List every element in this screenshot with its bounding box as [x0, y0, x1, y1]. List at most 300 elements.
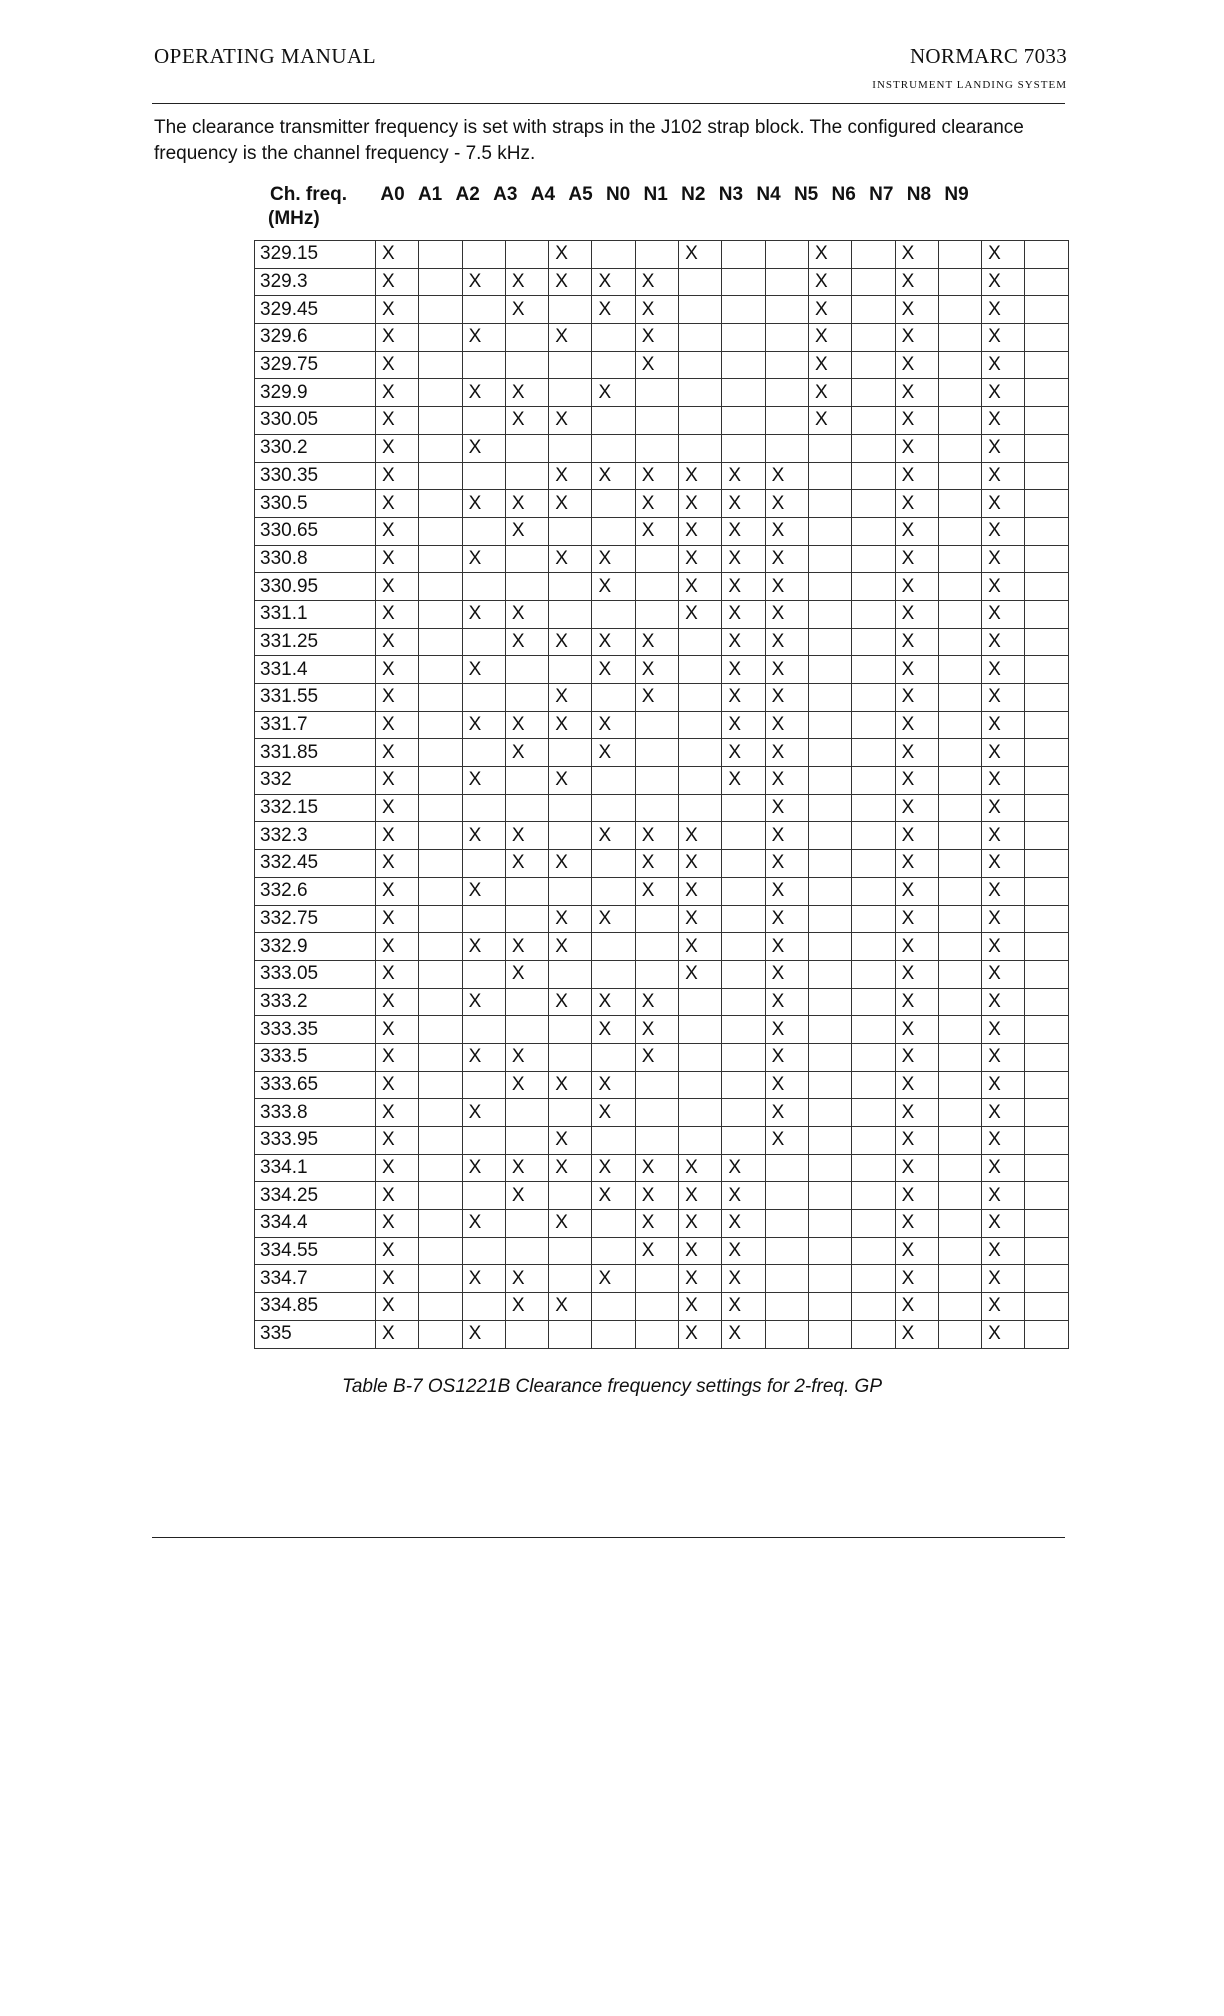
strap-cell — [549, 296, 592, 324]
strap-cell: X — [376, 1127, 419, 1155]
strap-cell — [808, 573, 851, 601]
strap-cell: X — [376, 1099, 419, 1127]
strap-cell: X — [722, 711, 765, 739]
table-row — [255, 628, 1069, 656]
strap-cell — [1025, 905, 1068, 933]
strap-cell — [852, 1154, 895, 1182]
strap-cell — [419, 1265, 462, 1293]
strap-cell: X — [982, 877, 1025, 905]
strap-cell: X — [592, 988, 635, 1016]
strap-cell — [1025, 628, 1068, 656]
strap-cell: X — [592, 1154, 635, 1182]
strap-cell: X — [635, 1237, 678, 1265]
strap-cell: X — [982, 407, 1025, 435]
strap-cell — [938, 877, 981, 905]
strap-cell: X — [765, 711, 808, 739]
strap-cell — [462, 1237, 505, 1265]
strap-cell: X — [592, 1071, 635, 1099]
strap-cell: X — [895, 1127, 938, 1155]
strap-cell — [419, 1043, 462, 1071]
strap-cell — [938, 573, 981, 601]
strap-cell — [679, 379, 722, 407]
table-row — [255, 850, 1069, 878]
strap-cell — [592, 767, 635, 795]
table-row — [255, 739, 1069, 767]
strap-cell — [592, 850, 635, 878]
strap-cell: X — [982, 1237, 1025, 1265]
strap-cell: X — [679, 1154, 722, 1182]
strap-cell: X — [982, 1071, 1025, 1099]
strap-cell — [592, 1043, 635, 1071]
strap-cell — [635, 767, 678, 795]
strap-cell: X — [376, 933, 419, 961]
strap-cell: X — [722, 1154, 765, 1182]
strap-cell: X — [549, 268, 592, 296]
strap-cell: X — [679, 1265, 722, 1293]
strap-cell — [1025, 545, 1068, 573]
freq-cell: 330.65 — [255, 517, 376, 545]
strap-cell — [549, 877, 592, 905]
strap-cell — [852, 434, 895, 462]
strap-cell: X — [376, 988, 419, 1016]
strap-cell — [938, 545, 981, 573]
strap-cell — [679, 767, 722, 795]
strap-cell: X — [549, 1210, 592, 1238]
strap-cell — [549, 794, 592, 822]
strap-cell — [419, 628, 462, 656]
strap-cell: X — [462, 600, 505, 628]
header-product-name: NORMARC 7033 — [909, 44, 1067, 68]
column-header-n8: N8 — [906, 184, 932, 205]
strap-cell — [419, 1320, 462, 1348]
strap-cell — [635, 794, 678, 822]
strap-cell: X — [895, 1099, 938, 1127]
strap-cell — [808, 933, 851, 961]
strap-cell — [505, 434, 548, 462]
strap-cell — [852, 462, 895, 490]
strap-cell: X — [982, 462, 1025, 490]
table-row — [255, 877, 1069, 905]
strap-cell: X — [765, 545, 808, 573]
strap-cell: X — [722, 1293, 765, 1321]
strap-cell — [419, 850, 462, 878]
strap-cell — [419, 711, 462, 739]
strap-cell — [592, 241, 635, 269]
strap-cell: X — [722, 600, 765, 628]
strap-cell — [765, 324, 808, 352]
strap-cell — [765, 1265, 808, 1293]
strap-cell — [505, 656, 548, 684]
table-row — [255, 1099, 1069, 1127]
strap-cell — [852, 822, 895, 850]
strap-cell — [549, 1237, 592, 1265]
strap-cell: X — [722, 684, 765, 712]
strap-cell — [808, 739, 851, 767]
strap-cell: X — [895, 1043, 938, 1071]
strap-cell — [505, 573, 548, 601]
header-manual-title: OPERATING MANUAL — [154, 44, 377, 68]
strap-cell — [592, 490, 635, 518]
strap-cell — [722, 905, 765, 933]
strap-cell — [852, 573, 895, 601]
strap-cell — [549, 656, 592, 684]
strap-cell — [419, 1237, 462, 1265]
strap-cell: X — [765, 656, 808, 684]
strap-cell: X — [982, 905, 1025, 933]
strap-cell: X — [505, 490, 548, 518]
strap-cell — [722, 933, 765, 961]
strap-cell — [765, 379, 808, 407]
strap-cell — [938, 600, 981, 628]
strap-cell: X — [505, 600, 548, 628]
strap-cell: X — [635, 656, 678, 684]
strap-cell — [462, 351, 505, 379]
strap-cell: X — [679, 1320, 722, 1348]
strap-cell — [722, 794, 765, 822]
strap-cell — [1025, 822, 1068, 850]
table-row — [255, 1210, 1069, 1238]
strap-cell: X — [462, 988, 505, 1016]
strap-cell — [505, 1099, 548, 1127]
strap-cell: X — [679, 822, 722, 850]
strap-cell: X — [982, 517, 1025, 545]
freq-cell: 329.15 — [255, 241, 376, 269]
strap-cell — [462, 794, 505, 822]
strap-cell — [592, 407, 635, 435]
strap-cell — [635, 905, 678, 933]
strap-cell — [419, 490, 462, 518]
strap-cell — [505, 1210, 548, 1238]
strap-cell: X — [982, 1127, 1025, 1155]
strap-cell — [808, 1071, 851, 1099]
strap-cell: X — [635, 490, 678, 518]
freq-cell: 332.6 — [255, 877, 376, 905]
strap-cell — [635, 407, 678, 435]
strap-cell — [1025, 933, 1068, 961]
strap-cell: X — [505, 933, 548, 961]
strap-cell: X — [765, 1016, 808, 1044]
strap-cell: X — [635, 684, 678, 712]
freq-cell: 331.1 — [255, 600, 376, 628]
strap-cell — [462, 1127, 505, 1155]
strap-cell: X — [462, 324, 505, 352]
strap-cell: X — [679, 960, 722, 988]
strap-cell — [1025, 324, 1068, 352]
column-header-a4: A4 — [530, 184, 556, 205]
strap-settings-table — [254, 240, 1069, 1349]
strap-cell — [1025, 296, 1068, 324]
column-header-n6: N6 — [831, 184, 856, 205]
freq-cell: 330.5 — [255, 490, 376, 518]
strap-cell: X — [462, 1210, 505, 1238]
strap-cell — [938, 324, 981, 352]
strap-cell — [679, 656, 722, 684]
strap-cell: X — [895, 241, 938, 269]
strap-cell — [679, 351, 722, 379]
strap-cell: X — [765, 490, 808, 518]
strap-cell — [549, 822, 592, 850]
strap-cell: X — [635, 1210, 678, 1238]
freq-cell: 334.25 — [255, 1182, 376, 1210]
freq-cell: 330.95 — [255, 573, 376, 601]
strap-cell: X — [982, 739, 1025, 767]
freq-cell: 330.8 — [255, 545, 376, 573]
strap-cell: X — [505, 960, 548, 988]
strap-cell — [1025, 517, 1068, 545]
strap-cell: X — [592, 628, 635, 656]
strap-cell — [1025, 877, 1068, 905]
strap-cell: X — [982, 1016, 1025, 1044]
table-row — [255, 545, 1069, 573]
strap-cell — [765, 1293, 808, 1321]
strap-cell: X — [376, 739, 419, 767]
strap-cell — [722, 1099, 765, 1127]
strap-cell: X — [679, 241, 722, 269]
table-row — [255, 462, 1069, 490]
strap-cell — [1025, 711, 1068, 739]
strap-cell — [679, 988, 722, 1016]
strap-cell — [419, 822, 462, 850]
strap-cell: X — [765, 573, 808, 601]
strap-cell — [852, 1016, 895, 1044]
strap-cell: X — [895, 1210, 938, 1238]
strap-cell: X — [982, 490, 1025, 518]
strap-cell: X — [808, 351, 851, 379]
strap-cell: X — [765, 988, 808, 1016]
strap-cell: X — [895, 933, 938, 961]
strap-cell — [852, 1043, 895, 1071]
strap-cell — [505, 1237, 548, 1265]
strap-cell: X — [635, 324, 678, 352]
strap-cell — [808, 517, 851, 545]
strap-cell — [852, 711, 895, 739]
strap-cell — [419, 794, 462, 822]
strap-cell — [419, 296, 462, 324]
strap-cell: X — [462, 545, 505, 573]
freq-cell: 333.5 — [255, 1043, 376, 1071]
strap-cell — [1025, 988, 1068, 1016]
strap-cell — [852, 933, 895, 961]
strap-cell — [549, 960, 592, 988]
strap-cell: X — [549, 628, 592, 656]
strap-cell — [635, 379, 678, 407]
strap-cell: X — [765, 517, 808, 545]
intro-paragraph: The clearance transmitter frequency is set with straps in the J102 strap block. The configured clearance frequency is the channel frequency - 7.5 kHz. — [154, 117, 1024, 164]
strap-cell: X — [895, 462, 938, 490]
table-row — [255, 711, 1069, 739]
strap-cell — [808, 1016, 851, 1044]
strap-cell — [549, 573, 592, 601]
strap-cell — [808, 988, 851, 1016]
strap-cell: X — [549, 933, 592, 961]
column-header-a5: A5 — [568, 184, 593, 205]
strap-cell: X — [505, 628, 548, 656]
strap-cell: X — [679, 1293, 722, 1321]
strap-cell — [808, 1210, 851, 1238]
strap-cell — [938, 407, 981, 435]
strap-cell: X — [679, 573, 722, 601]
strap-cell: X — [679, 1182, 722, 1210]
strap-cell: X — [765, 877, 808, 905]
strap-cell — [938, 684, 981, 712]
strap-cell: X — [376, 1071, 419, 1099]
table-row — [255, 794, 1069, 822]
strap-cell — [852, 1293, 895, 1321]
freq-cell: 332 — [255, 767, 376, 795]
strap-cell: X — [895, 1154, 938, 1182]
freq-cell: 332.3 — [255, 822, 376, 850]
table-row — [255, 573, 1069, 601]
strap-cell: X — [895, 711, 938, 739]
strap-cell — [679, 268, 722, 296]
strap-cell: X — [505, 296, 548, 324]
strap-cell — [462, 1016, 505, 1044]
strap-cell: X — [982, 656, 1025, 684]
strap-cell — [635, 545, 678, 573]
freq-cell: 329.9 — [255, 379, 376, 407]
strap-cell: X — [549, 490, 592, 518]
strap-cell — [765, 1210, 808, 1238]
strap-cell: X — [376, 296, 419, 324]
strap-cell — [462, 1071, 505, 1099]
strap-cell — [852, 628, 895, 656]
strap-cell: X — [722, 1182, 765, 1210]
table-row — [255, 933, 1069, 961]
strap-cell: X — [895, 1071, 938, 1099]
strap-cell: X — [376, 462, 419, 490]
strap-cell: X — [635, 296, 678, 324]
strap-cell — [635, 1265, 678, 1293]
strap-cell: X — [982, 1293, 1025, 1321]
strap-cell: X — [376, 877, 419, 905]
strap-cell — [419, 434, 462, 462]
strap-cell: X — [635, 822, 678, 850]
strap-cell — [722, 822, 765, 850]
freq-cell: 333.05 — [255, 960, 376, 988]
strap-cell — [505, 684, 548, 712]
strap-cell: X — [982, 711, 1025, 739]
strap-cell — [419, 241, 462, 269]
strap-cell: X — [895, 905, 938, 933]
strap-cell: X — [895, 490, 938, 518]
strap-cell — [852, 1265, 895, 1293]
table-row — [255, 1016, 1069, 1044]
strap-cell — [1025, 960, 1068, 988]
table-row — [255, 988, 1069, 1016]
strap-cell: X — [376, 1016, 419, 1044]
strap-cell — [462, 1182, 505, 1210]
strap-cell — [808, 1293, 851, 1321]
strap-cell: X — [462, 822, 505, 850]
strap-cell — [635, 1320, 678, 1348]
strap-cell: X — [895, 822, 938, 850]
strap-cell — [592, 794, 635, 822]
strap-cell: X — [722, 573, 765, 601]
strap-cell: X — [376, 379, 419, 407]
strap-cell: X — [376, 517, 419, 545]
strap-cell: X — [635, 517, 678, 545]
freq-cell: 333.35 — [255, 1016, 376, 1044]
strap-cell — [808, 628, 851, 656]
strap-cell: X — [635, 628, 678, 656]
strap-cell — [635, 711, 678, 739]
strap-cell: X — [679, 850, 722, 878]
strap-cell: X — [549, 545, 592, 573]
strap-cell: X — [679, 517, 722, 545]
strap-cell — [938, 628, 981, 656]
strap-cell — [765, 1320, 808, 1348]
column-header-n7: N7 — [869, 184, 894, 205]
table-row — [255, 324, 1069, 352]
strap-cell: X — [376, 1043, 419, 1071]
strap-cell: X — [679, 600, 722, 628]
strap-cell: X — [376, 1237, 419, 1265]
strap-cell: X — [549, 407, 592, 435]
strap-cell — [679, 1071, 722, 1099]
strap-cell — [505, 877, 548, 905]
freq-cell: 333.2 — [255, 988, 376, 1016]
column-header-n1: N1 — [643, 184, 668, 205]
strap-cell: X — [895, 1016, 938, 1044]
strap-cell — [462, 905, 505, 933]
column-header-n5: N5 — [793, 184, 819, 205]
strap-cell: X — [808, 407, 851, 435]
strap-cell — [852, 1127, 895, 1155]
strap-cell: X — [895, 1293, 938, 1321]
strap-cell: X — [462, 1043, 505, 1071]
freq-cell: 331.55 — [255, 684, 376, 712]
strap-cell — [419, 877, 462, 905]
strap-cell — [938, 1182, 981, 1210]
strap-cell — [462, 1293, 505, 1321]
strap-cell: X — [808, 268, 851, 296]
strap-cell — [852, 1210, 895, 1238]
strap-cell — [938, 1099, 981, 1127]
strap-cell: X — [895, 850, 938, 878]
strap-cell: X — [765, 933, 808, 961]
strap-cell: X — [376, 684, 419, 712]
strap-cell: X — [765, 462, 808, 490]
strap-cell — [808, 545, 851, 573]
table-row — [255, 600, 1069, 628]
strap-cell: X — [462, 656, 505, 684]
strap-cell: X — [376, 822, 419, 850]
strap-cell — [679, 1099, 722, 1127]
strap-cell — [1025, 1071, 1068, 1099]
strap-cell — [852, 850, 895, 878]
strap-cell — [635, 1099, 678, 1127]
strap-cell — [808, 1099, 851, 1127]
strap-cell — [1025, 434, 1068, 462]
strap-cell — [852, 739, 895, 767]
strap-cell — [505, 767, 548, 795]
strap-cell: X — [592, 739, 635, 767]
strap-cell: X — [895, 434, 938, 462]
strap-cell: X — [982, 573, 1025, 601]
strap-cell — [419, 517, 462, 545]
strap-cell: X — [635, 1043, 678, 1071]
header-divider — [152, 103, 1065, 104]
strap-cell — [635, 1293, 678, 1321]
strap-cell: X — [376, 1293, 419, 1321]
strap-cell — [505, 545, 548, 573]
strap-cell: X — [376, 268, 419, 296]
strap-cell — [722, 434, 765, 462]
strap-cell: X — [982, 351, 1025, 379]
strap-cell — [938, 351, 981, 379]
strap-cell: X — [376, 1320, 419, 1348]
strap-cell: X — [376, 960, 419, 988]
